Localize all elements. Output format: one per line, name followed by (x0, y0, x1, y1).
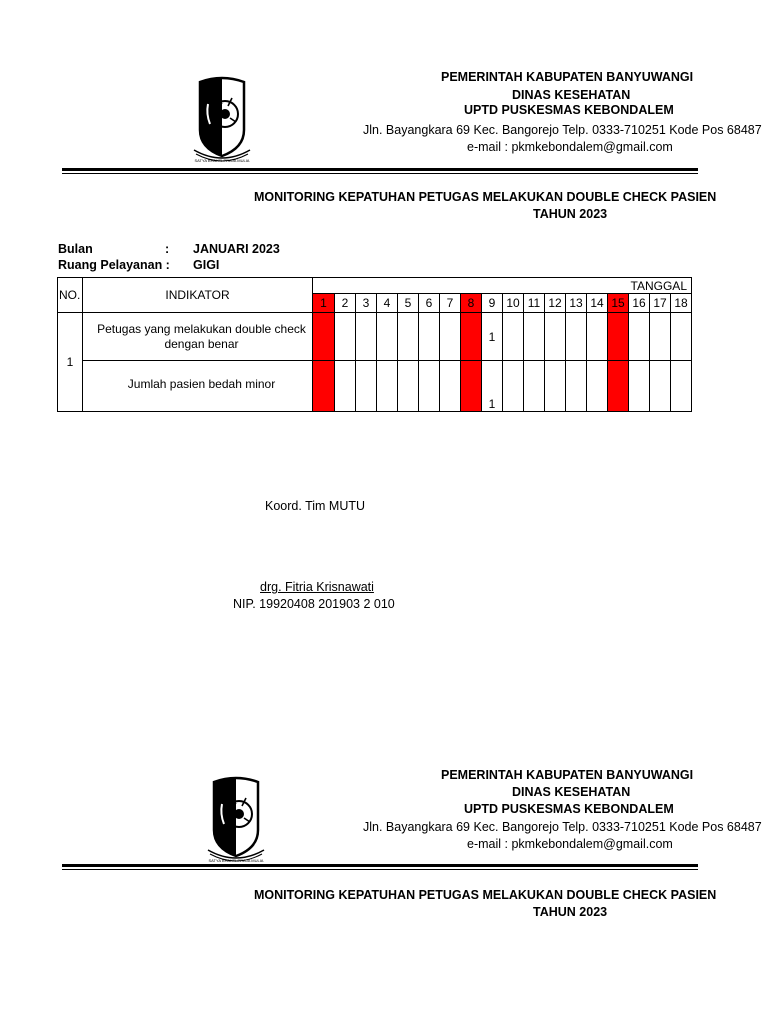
ruang-value: GIGI (193, 258, 220, 272)
regency-emblem-icon (192, 74, 252, 166)
report-year: TAHUN 2023 (533, 905, 608, 919)
grid-cell (419, 313, 440, 361)
col-tanggal-header (313, 278, 692, 294)
grid-cell (650, 313, 671, 361)
date-cell-3: 3 (356, 294, 377, 313)
date-cell-15: 15 (608, 294, 629, 313)
ruang-label: Ruang Pelayanan : (58, 258, 170, 272)
date-cell-17: 17 (650, 294, 671, 313)
col-no-header: NO. (58, 278, 83, 313)
date-cell-9: 9 (482, 294, 503, 313)
grid-cell (398, 361, 419, 412)
date-cell-10: 10 (503, 294, 524, 313)
grid-cell (313, 313, 335, 361)
header-email: e-mail : pkmkebondalem@gmail.com (467, 140, 673, 154)
table-row (58, 313, 692, 361)
grid-cell (587, 361, 608, 412)
emblem-motto: SATYA BHAKTI PRAJA MULIA (208, 858, 264, 863)
date-cell-16: 16 (629, 294, 650, 313)
grid-cell (461, 313, 482, 361)
grid-cell (335, 361, 356, 412)
bulan-label: Bulan (58, 242, 93, 256)
header-rule-thick (62, 864, 698, 867)
bulan-separator: : (165, 242, 170, 256)
table-row (58, 361, 692, 412)
grid-cell (440, 313, 461, 361)
report-title: MONITORING KEPATUHAN PETUGAS MELAKUKAN DOUBLE CHECK PASIEN (254, 190, 717, 204)
grid-cell (440, 361, 461, 412)
signature-role: Koord. Tim MUTU (265, 499, 366, 513)
grid-cell (377, 313, 398, 361)
header-agency: DINAS KESEHATAN (512, 785, 631, 799)
header-regency: PEMERINTAH KABUPATEN BANYUWANGI (441, 768, 694, 782)
grid-cell (419, 361, 440, 412)
date-cell-14: 14 (587, 294, 608, 313)
header-unit: UPTD PUSKESMAS KEBONDALEM (464, 802, 674, 816)
indicator-2: Jumlah pasien bedah minor (83, 361, 313, 412)
signature-name: drg. Fitria Krisnawati (260, 580, 374, 594)
header-unit: UPTD PUSKESMAS KEBONDALEM (464, 103, 674, 117)
date-cell-12: 12 (545, 294, 566, 313)
tanggal-label: TANGGAL (630, 278, 687, 293)
col-indikator-header: INDIKATOR (83, 278, 313, 313)
grid-cell (650, 361, 671, 412)
grid-cell (356, 313, 377, 361)
date-cell-13: 13 (566, 294, 587, 313)
signature-nip: NIP. 19920408 201903 2 010 (233, 597, 395, 611)
grid-cell (608, 313, 629, 361)
grid-cell (524, 313, 545, 361)
header-agency: DINAS KESEHATAN (512, 88, 631, 102)
report-title: MONITORING KEPATUHAN PETUGAS MELAKUKAN DOUBLE CHECK PASIEN (254, 888, 717, 902)
date-cell-6: 6 (419, 294, 440, 313)
header-address: Jln. Bayangkara 69 Kec. Bangorejo Telp. 0333-710251 Kode Pos 68487 (363, 820, 762, 834)
date-cell-11: 11 (524, 294, 545, 313)
header-rule-thick (62, 168, 698, 171)
bulan-value: JANUARI 2023 (193, 242, 280, 256)
grid-cell (461, 361, 482, 412)
header-regency: PEMERINTAH KABUPATEN BANYUWANGI (441, 70, 694, 84)
grid-cell (545, 313, 566, 361)
header-rule-thin (62, 869, 698, 870)
date-cell-2: 2 (335, 294, 356, 313)
date-cell-1: 1 (313, 294, 335, 313)
grid-cell (566, 361, 587, 412)
row-number: 1 (58, 313, 83, 412)
grid-cell (398, 313, 419, 361)
grid-cell (587, 313, 608, 361)
date-cell-18: 18 (671, 294, 692, 313)
date-cell-8: 8 (461, 294, 482, 313)
report-year: TAHUN 2023 (533, 207, 608, 221)
grid-cell (608, 361, 629, 412)
grid-cell (629, 313, 650, 361)
grid-cell: 1 (482, 313, 503, 361)
grid-cell (503, 361, 524, 412)
grid-cell (671, 361, 692, 412)
regency-emblem-icon (206, 774, 266, 866)
date-cell-7: 7 (440, 294, 461, 313)
monitoring-table (57, 277, 692, 412)
date-cell-4: 4 (377, 294, 398, 313)
grid-cell (503, 313, 524, 361)
emblem-motto: SATYA BHAKTI PRAJA MULIA (194, 158, 250, 163)
header-address: Jln. Bayangkara 69 Kec. Bangorejo Telp. 0333-710251 Kode Pos 68487 (363, 123, 762, 137)
grid-cell (566, 313, 587, 361)
grid-cell (313, 361, 335, 412)
indicator-1: Petugas yang melakukan double check dengan benar (83, 313, 313, 361)
grid-cell (356, 361, 377, 412)
grid-cell (524, 361, 545, 412)
grid-cell (545, 361, 566, 412)
header-email: e-mail : pkmkebondalem@gmail.com (467, 837, 673, 851)
grid-cell (671, 313, 692, 361)
grid-cell (629, 361, 650, 412)
header-rule-thin (62, 173, 698, 174)
grid-cell (335, 313, 356, 361)
date-cell-5: 5 (398, 294, 419, 313)
grid-cell (377, 361, 398, 412)
grid-cell: 1 (482, 361, 503, 412)
